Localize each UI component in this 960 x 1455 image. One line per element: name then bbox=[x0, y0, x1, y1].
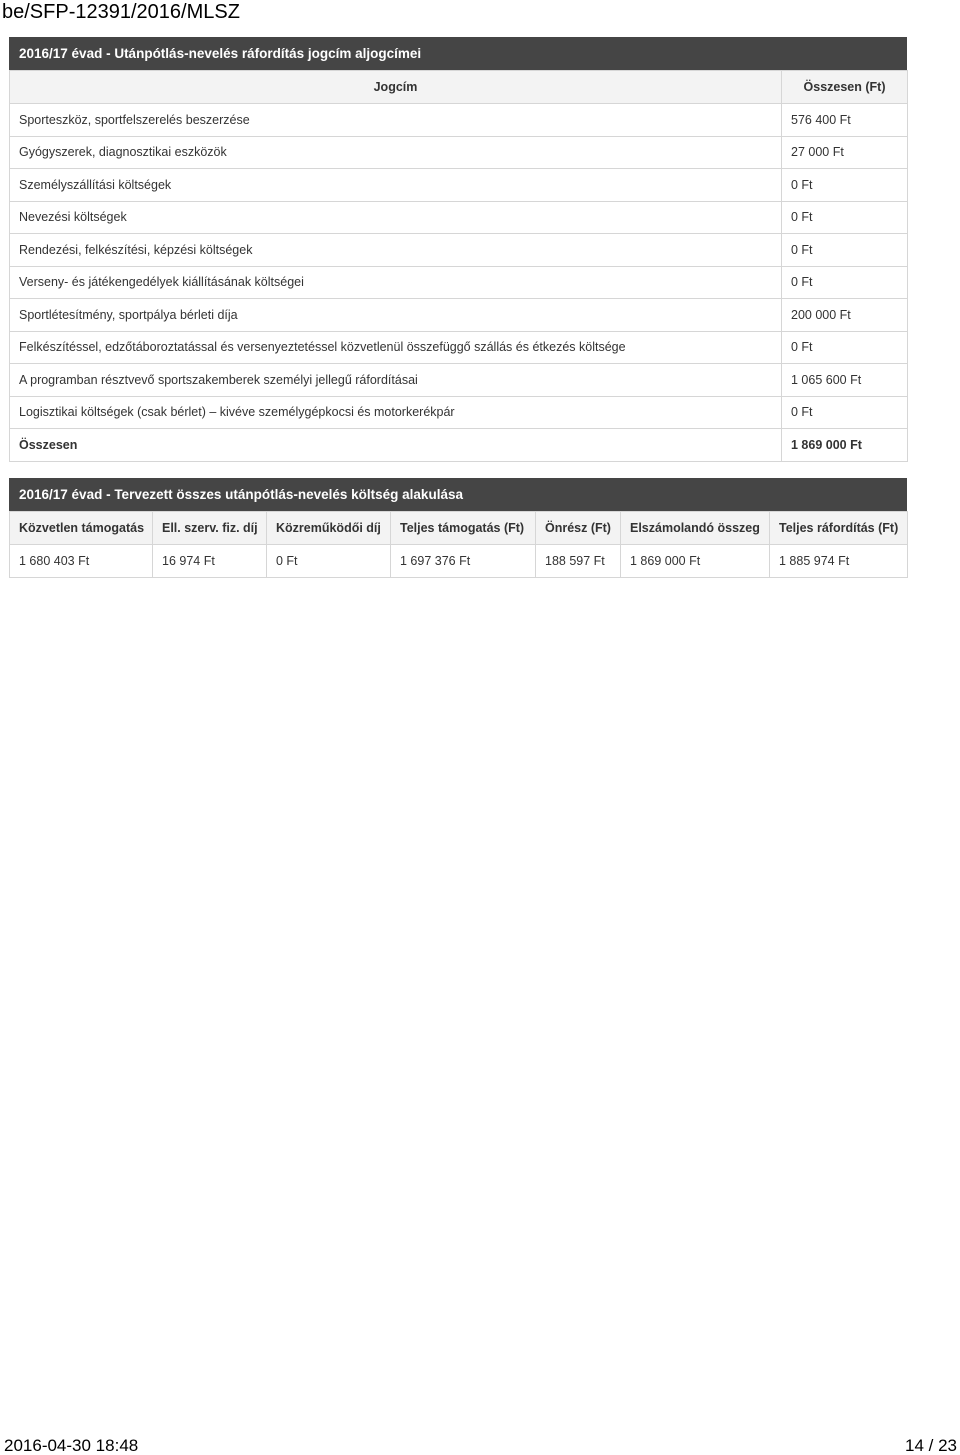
row-label: Sporteszköz, sportfelszerelés beszerzése bbox=[10, 104, 782, 137]
table-row bbox=[10, 104, 908, 137]
document-id: be/SFP-12391/2016/MLSZ bbox=[2, 1, 240, 23]
table-header-row bbox=[10, 71, 908, 104]
table-row bbox=[10, 266, 908, 299]
cell-kozremukodoi-dij: 0 Ft bbox=[267, 545, 391, 578]
column-header-ell-szerv-fiz-dij: Ell. szerv. fiz. díj bbox=[153, 512, 267, 545]
row-amount: 0 Ft bbox=[782, 396, 908, 429]
cell-onresz: 188 597 Ft bbox=[536, 545, 621, 578]
row-label: Verseny- és játékengedélyek kiállításának költségei bbox=[10, 266, 782, 299]
row-amount: 27 000 Ft bbox=[782, 136, 908, 169]
total-amount: 1 869 000 Ft bbox=[782, 429, 908, 462]
cell-kozvetlen-tamogatas: 1 680 403 Ft bbox=[10, 545, 153, 578]
table-header-row bbox=[10, 512, 908, 545]
cell-elszamolando-osszeg: 1 869 000 Ft bbox=[621, 545, 770, 578]
row-amount: 0 Ft bbox=[782, 266, 908, 299]
table-row bbox=[10, 331, 908, 364]
table-row bbox=[10, 299, 908, 332]
cost-summary-table bbox=[9, 511, 908, 578]
table-row bbox=[10, 201, 908, 234]
row-amount: 0 Ft bbox=[782, 331, 908, 364]
table-row bbox=[10, 364, 908, 397]
row-label: A programban résztvevő sportszakemberek személyi jellegű ráfordításai bbox=[10, 364, 782, 397]
column-header-kozvetlen-tamogatas: Közvetlen támogatás bbox=[10, 512, 153, 545]
cell-ell-szerv-fiz-dij: 16 974 Ft bbox=[153, 545, 267, 578]
table-row bbox=[10, 136, 908, 169]
cell-teljes-raforditas: 1 885 974 Ft bbox=[770, 545, 908, 578]
column-header-teljes-tamogatas: Teljes támogatás (Ft) bbox=[391, 512, 536, 545]
column-header-onresz: Önrész (Ft) bbox=[536, 512, 621, 545]
cell-teljes-tamogatas: 1 697 376 Ft bbox=[391, 545, 536, 578]
row-label: Gyógyszerek, diagnosztikai eszközök bbox=[10, 136, 782, 169]
row-label: Nevezési költségek bbox=[10, 201, 782, 234]
table-row bbox=[10, 396, 908, 429]
total-row bbox=[10, 429, 908, 462]
section-header-subcategories: 2016/17 évad - Utánpótlás-nevelés ráfordítás jogcím aljogcímei bbox=[9, 37, 907, 70]
row-amount: 0 Ft bbox=[782, 169, 908, 202]
subcategory-table bbox=[9, 70, 908, 462]
row-label: Logisztikai költségek (csak bérlet) – kivéve személygépkocsi és motorkerékpár bbox=[10, 396, 782, 429]
section-header-cost-summary: 2016/17 évad - Tervezett összes utánpótlás-nevelés költség alakulása bbox=[9, 478, 907, 511]
row-amount: 0 Ft bbox=[782, 201, 908, 234]
footer-timestamp: 2016-04-30 18:48 bbox=[4, 1436, 139, 1455]
row-label: Személyszállítási költségek bbox=[10, 169, 782, 202]
row-label: Sportlétesítmény, sportpálya bérleti díja bbox=[10, 299, 782, 332]
row-label: Felkészítéssel, edzőtáboroztatással és versenyeztetéssel közvetlenül összefüggő szállás és étkezés költsége bbox=[10, 331, 782, 364]
footer-page-number: 14 / 23 bbox=[905, 1436, 957, 1455]
column-header-teljes-raforditas: Teljes ráfordítás (Ft) bbox=[770, 512, 908, 545]
table-row bbox=[10, 234, 908, 267]
row-amount: 0 Ft bbox=[782, 234, 908, 267]
table-row bbox=[10, 545, 908, 578]
column-header-kozremukodoi-dij: Közreműködői díj bbox=[267, 512, 391, 545]
row-label: Rendezési, felkészítési, képzési költségek bbox=[10, 234, 782, 267]
column-header-elszamolando-osszeg: Elszámolandó összeg bbox=[621, 512, 770, 545]
table-row bbox=[10, 169, 908, 202]
total-label: Összesen bbox=[10, 429, 782, 462]
column-header-jogcim: Jogcím bbox=[10, 71, 782, 104]
row-amount: 1 065 600 Ft bbox=[782, 364, 908, 397]
row-amount: 200 000 Ft bbox=[782, 299, 908, 332]
column-header-osszesen: Összesen (Ft) bbox=[782, 71, 908, 104]
row-amount: 576 400 Ft bbox=[782, 104, 908, 137]
